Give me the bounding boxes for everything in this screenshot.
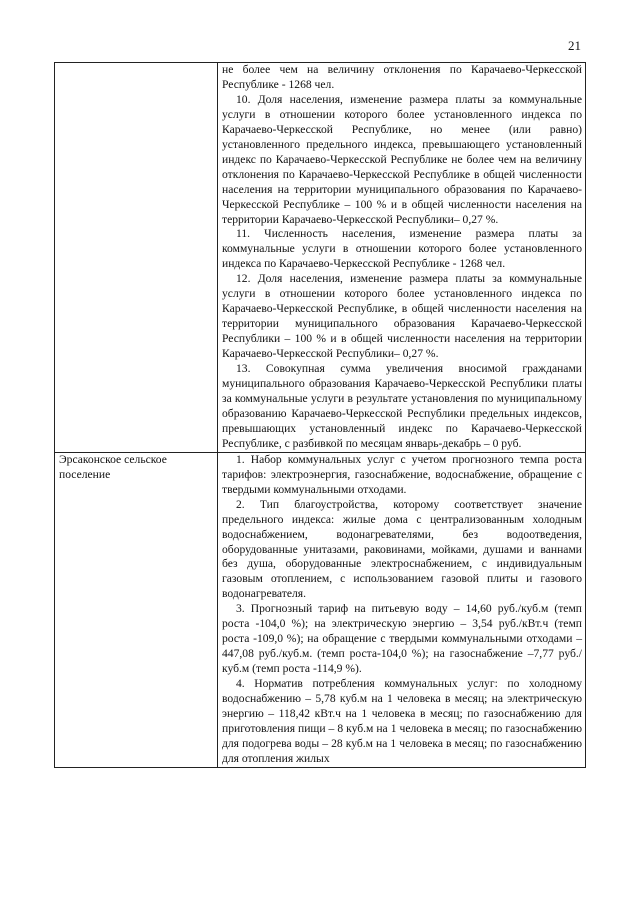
indicator-paragraph: 3. Прогнозный тариф на питьевую воду – 14,60 руб./куб.м (темп роста -104,0 %); на электрическую энергию – 3,54 руб./кВт.ч (темп роста -109,0 %); на обращение с твердыми коммунальными отходами – 447,08 руб./куб.м. (темп роста-104,0 %); на газоснабжение –7,77 руб./куб.м (темп роста -114,9 %). <box>222 602 582 676</box>
settlement-cell <box>55 63 218 453</box>
indicator-paragraph: 10. Доля населения, изменение размера платы за коммунальные услуги в отношении которого более установленного индекса по Карачаево-Черкесской Республике, но менее (или равно) установленного предельного индекса, превышающего установленный индекс по Карачаево-Черкесской Республике не более чем на величину отклонения по Карачаево-Черкесской Республике в общей численности населения на территории муниципального образования по Карачаево-Черкесской Республике – 100 % и в общей численности населения на территории Карачаево-Черкесской Республики– 0,27 %. <box>222 92 582 226</box>
indicator-paragraph: 1. Набор коммунальных услуг с учетом прогнозного темпа роста тарифов: электроэнергия, газоснабжение, водоснабжение, обращение с твердыми коммунальными отходами. <box>222 452 582 496</box>
settlement-cell <box>55 452 218 767</box>
table-row <box>55 452 586 767</box>
indicator-paragraph: 11. Численность населения, изменение размера платы за коммунальные услуги в отношении которого более установленного индекса по Карачаево-Черкесской Республике - 1268 чел. <box>222 227 582 271</box>
indicators-cell <box>218 452 586 767</box>
indicator-paragraph: 4. Норматив потребления коммунальных услуг: по холодному водоснабжению – 5,78 куб.м на 1 человека в месяц; на электрическую энергию – 118,42 кВт.ч на 1 человека в месяц; по газоснабжению для приготовления пищи – 8 куб.м на 1 человека в месяц; по газоснабжению для подогрева воды – 28 куб.м на 1 человека в месяц; по газоснабжению для отопления жилых <box>222 677 582 765</box>
page-number: 21 <box>568 38 581 53</box>
table-row <box>55 63 586 453</box>
indicator-paragraph: 12. Доля населения, изменение размера платы за коммунальные услуги в отношении которого более установленного индекса по Карачаево-Черкесской Республике, в общей численности населения на территории муниципального образования Карачаево-Черкесской Республики – 100 % и в общей численности населения на территории Карачаево-Черкесской Республики– 0,27 %. <box>222 272 582 361</box>
indicator-table <box>54 62 586 768</box>
indicator-paragraph: 13. Совокупная сумма увеличения вносимой гражданами муниципального образования Карачаево-Черкесской Республики платы за коммунальные услуги в результате установления по муниципальному образованию Карачаево-Черкесской Республики предельных индексов, превышающих установленный индекс по Карачаево-Черкесской Республике, с разбивкой по месяцам январь-декабрь – 0 руб. <box>222 362 582 450</box>
indicator-paragraph: не более чем на величину отклонения по Карачаево-Черкесской Республике - 1268 чел. <box>222 63 582 91</box>
settlement-name: Эрсаконское сельское поселение <box>59 452 167 481</box>
indicator-paragraph: 2. Тип благоустройства, которому соответствует значение предельного индекса: жилые дома с централизованным холодным водоснабжением, водонагревателями, без водоотведения, оборудованные унитазами, раковинами, мойками, душами и ваннами без душа, оборудованные электроснабжением, с индивидуальным газовым отоплением, с использованием газовой плиты и газового водонагревателя. <box>222 497 582 601</box>
indicators-cell <box>218 63 586 453</box>
